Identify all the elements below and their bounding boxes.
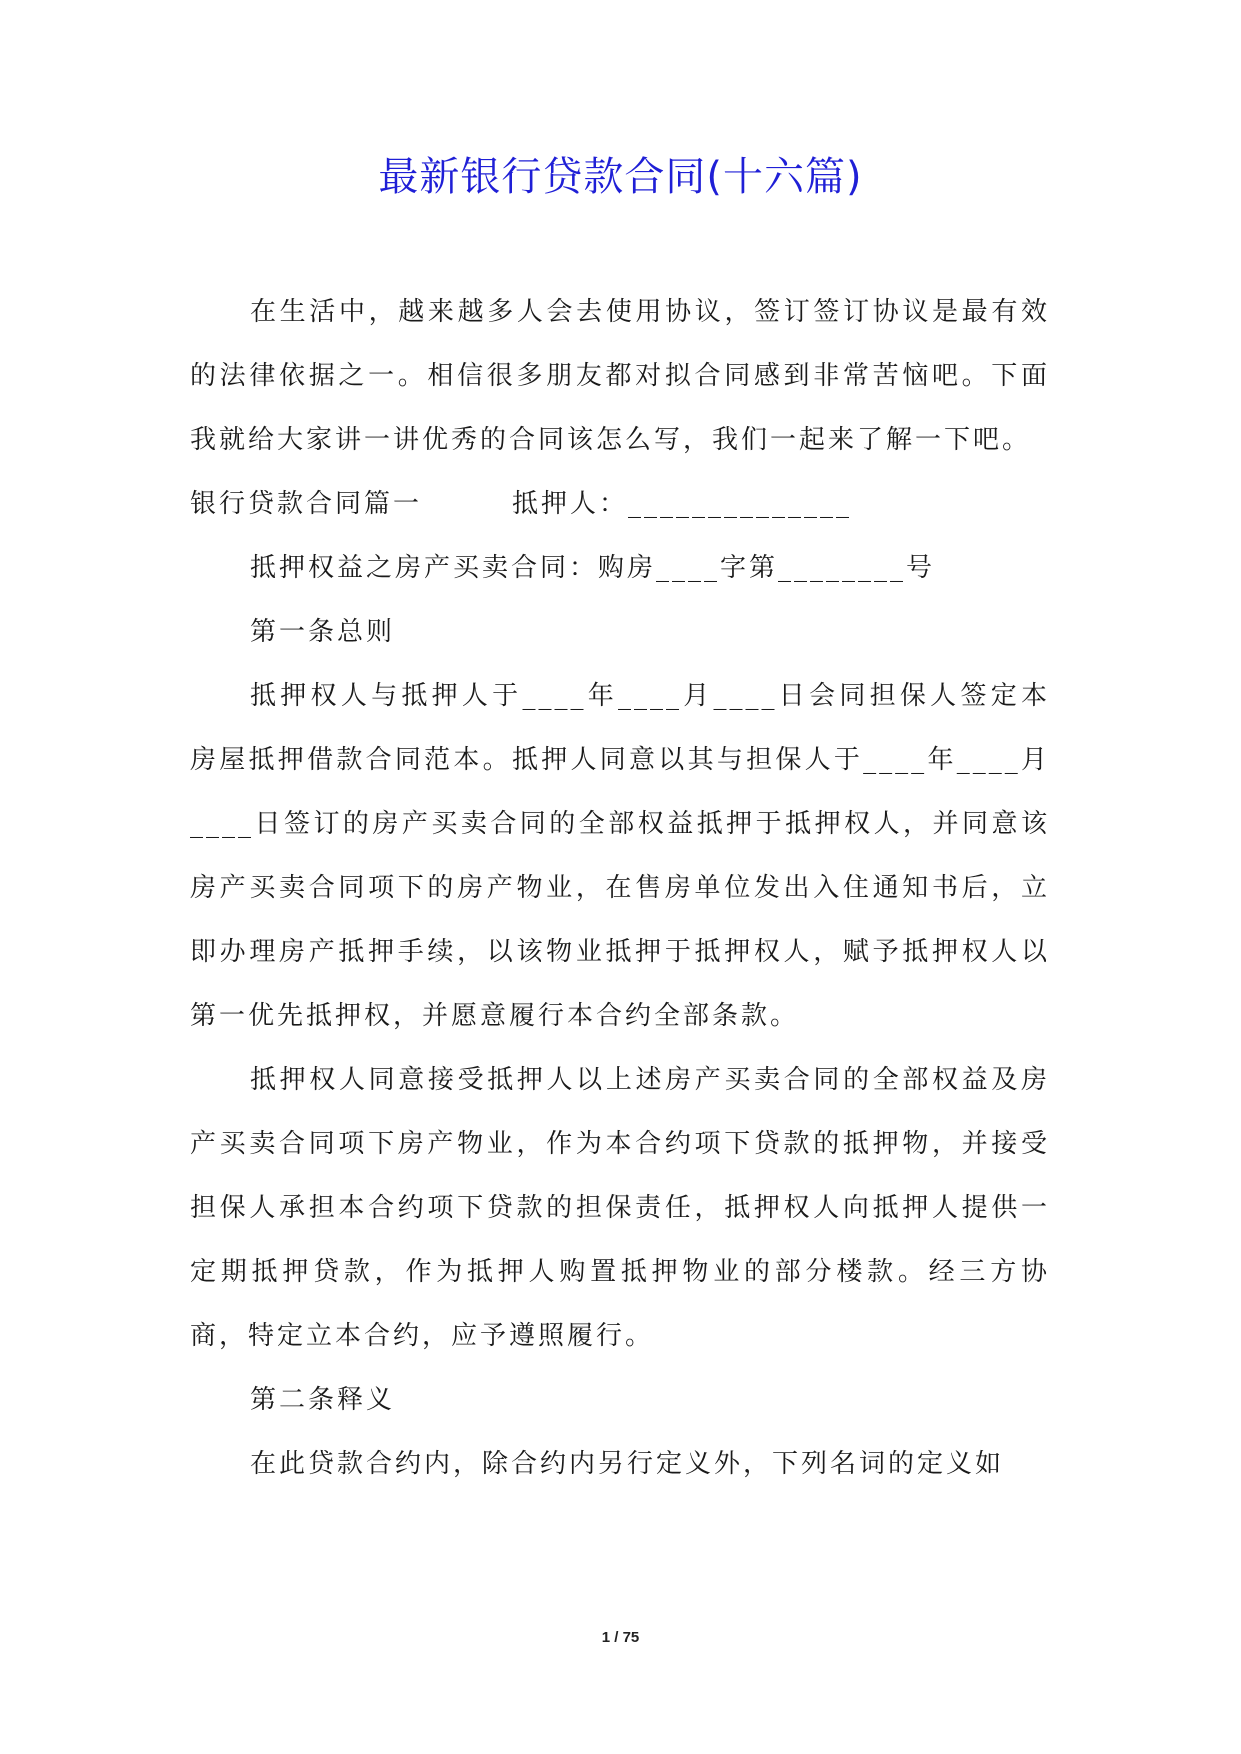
article1-paragraph-2: 抵押权人同意接受抵押人以上述房产买卖合同的全部权益及房产买卖合同项下房产物业，作为本合约项下贷款的抵押物，并接受担保人承担本合约项下贷款的担保责任，抵押权人向抵押人提供一定期抵押贷款，作为抵押人购置抵押物业的部分楼款。经三方协商，特定立本合约，应予遵照履行。	[190, 1065, 1050, 1351]
article2-heading: 第二条释义	[250, 1385, 396, 1415]
article2-paragraph-1: 在此贷款合约内，除合约内另行定义外，下列名词的定义如	[250, 1449, 1005, 1479]
section-heading: 银行贷款合同篇一	[190, 489, 423, 519]
article1-paragraph-1: 抵押权人与抵押人于____年____月____日会同担保人签定本房屋抵押借款合同范本。抵押人同意以其与担保人于____年____月____日签订的房产买卖合同的全部权益抵押于抵押权人，并同意该房产买卖合同项下的房产物业，在售房单位发出入住通知书后，立即办理房产抵押手续，以该物业抵押于抵押权人，赋予抵押权人以第一优先抵押权，并愿意履行本合约全部条款。	[190, 681, 1050, 1031]
document-body	[190, 280, 1050, 1496]
intro-paragraph: 在生活中，越来越多人会去使用协议，签订签订协议是最有效的法律依据之一。相信很多朋友都对拟合同感到非常苦恼吧。下面我就给大家讲一讲优秀的合同该怎么写，我们一起来了解一下吧。	[190, 297, 1050, 455]
page-number: 1 / 75	[601, 1629, 640, 1646]
section-heading-row	[190, 472, 1050, 536]
article1-heading: 第一条总则	[250, 617, 396, 647]
document-title: 最新银行贷款合同(十六篇)	[378, 154, 863, 200]
rights-line: 抵押权益之房产买卖合同：购房____字第________号	[250, 553, 936, 583]
mortgagor-line: 抵押人：______________	[512, 489, 853, 519]
